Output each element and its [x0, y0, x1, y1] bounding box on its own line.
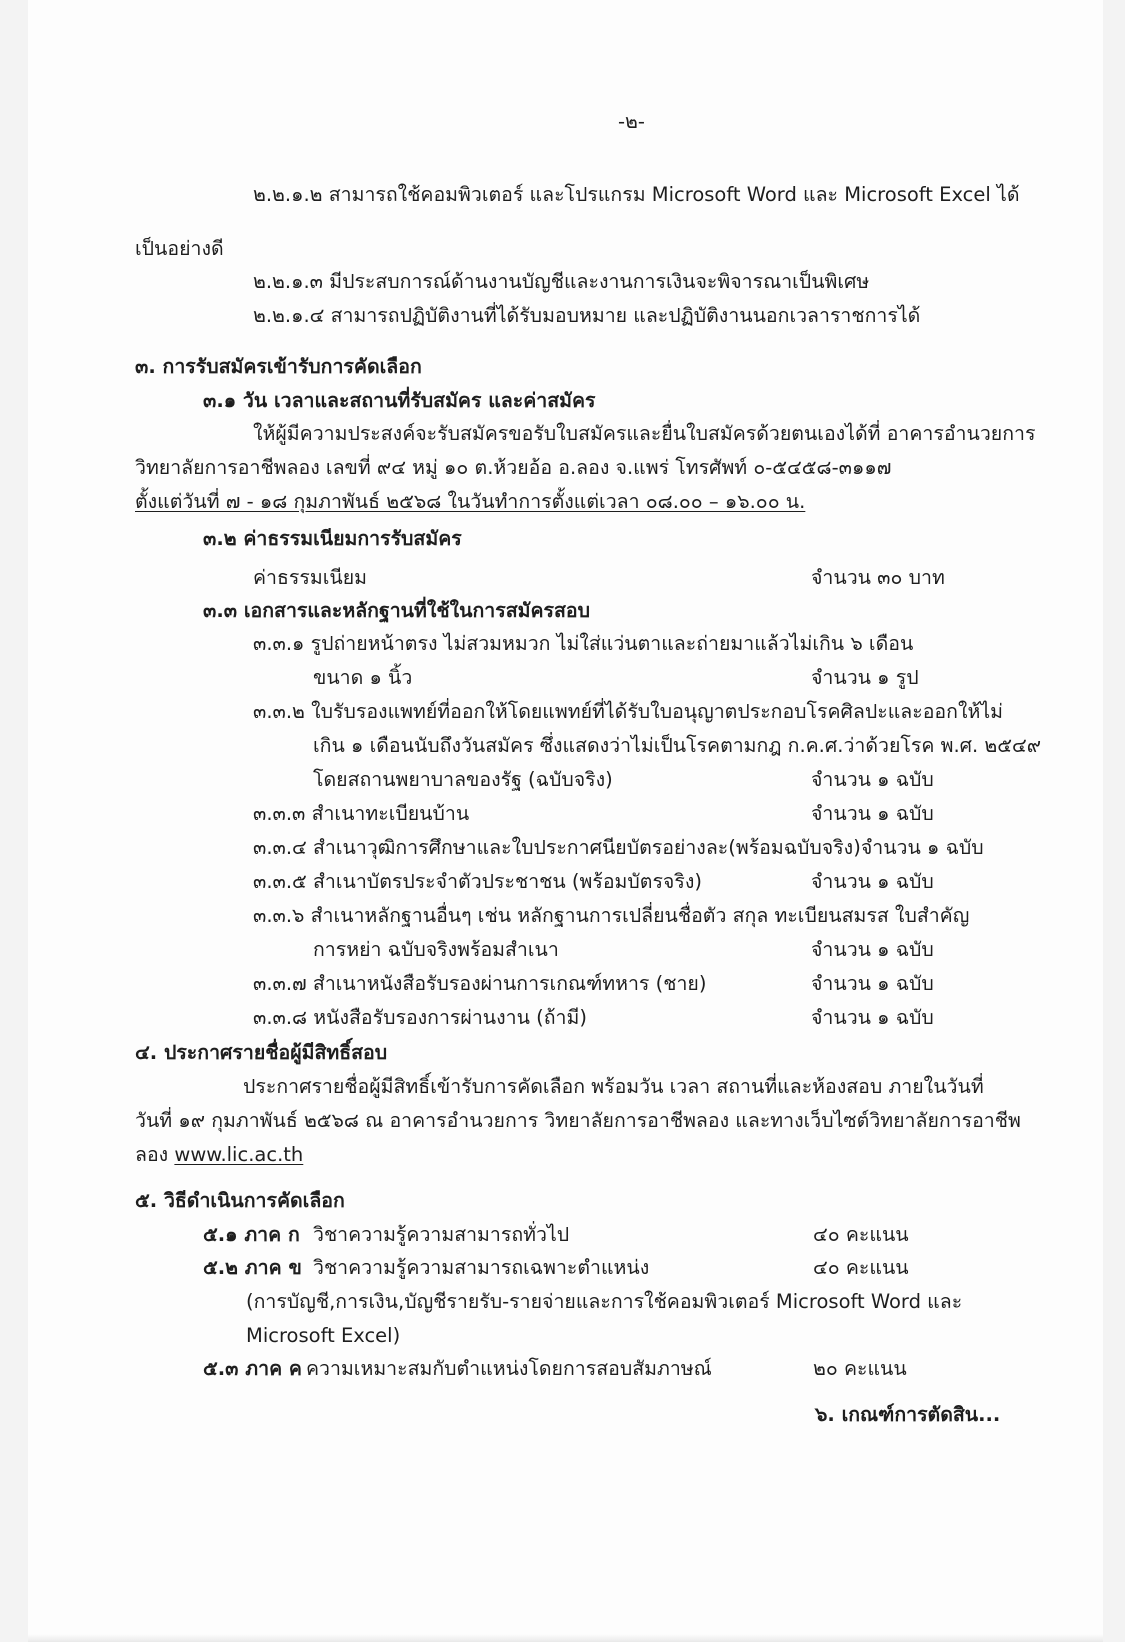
document-page	[28, 0, 1103, 1642]
part-c-score: ๒๐ คะแนน	[813, 1357, 907, 1380]
page-number: -๒-	[618, 110, 645, 133]
doc-1-line2: ขนาด ๑ นิ้ว	[313, 666, 413, 689]
part-a-label: ๕.๑ ภาค ก	[203, 1223, 300, 1246]
doc-3: ๓.๓.๓ สำเนาทะเบียนบ้าน	[253, 802, 470, 825]
doc-7-amount: จำนวน ๑ ฉบับ	[811, 972, 934, 995]
doc-2-line1: ๓.๓.๒ ใบรับรองแพทย์ที่ออกให้โดยแพทย์ที่ได้รับใบอนุญาตประกอบโรคศิลปะและออกให้ไม่	[253, 700, 1003, 723]
qualification-4: ๒.๒.๑.๔ สามารถปฏิบัติงานที่ได้รับมอบหมาย และปฏิบัติงานนอกเวลาราชการได้	[253, 304, 921, 327]
section-3-2-heading: ๓.๒ ค่าธรรมเนียมการรับสมัคร	[203, 527, 462, 550]
part-b-note-line2: Microsoft Excel)	[246, 1324, 401, 1347]
section-3-1-heading: ๓.๑ วัน เวลาและสถานที่รับสมัคร และค่าสมัคร	[203, 389, 596, 412]
section-4-line3-prefix: ลอง	[135, 1143, 175, 1166]
section-3-1-line3-dates: ตั้งแต่วันที่ ๗ - ๑๘ กุมภาพันธ์ ๒๕๖๘ ในวันทำการตั้งแต่เวลา ๐๘.๐๐ – ๑๖.๐๐ น.	[135, 490, 806, 513]
section-3-heading: ๓. การรับสมัครเข้ารับการคัดเลือก	[135, 355, 422, 378]
section-4-line2: วันที่ ๑๙ กุมภาพันธ์ ๒๕๖๘ ณ อาคารอำนวยการ วิทยาลัยการอาชีพลอง และทางเว็บไซต์วิทยาลัยการอาชีพ	[135, 1109, 1021, 1132]
part-c-text: ความเหมาะสมกับตำแหน่งโดยการสอบสัมภาษณ์	[306, 1357, 712, 1380]
doc-2-amount: จำนวน ๑ ฉบับ	[811, 768, 934, 791]
doc-4: ๓.๓.๔ สำเนาวุฒิการศึกษาและใบประกาศนียบัตรอย่างละ(พร้อมฉบับจริง)จำนวน ๑ ฉบับ	[253, 836, 984, 859]
part-b-score: ๔๐ คะแนน	[813, 1256, 909, 1279]
qualification-2-line2: เป็นอย่างดี	[135, 237, 224, 260]
part-b-note-line1: (การบัญชี,การเงิน,บัญชีรายรับ-รายจ่ายและการใช้คอมพิวเตอร์ Microsoft Word และ	[246, 1290, 963, 1313]
doc-3-amount: จำนวน ๑ ฉบับ	[811, 802, 934, 825]
part-c-label: ๕.๓ ภาค ค	[203, 1357, 302, 1380]
section-4-line3	[135, 1142, 303, 1168]
doc-1-line1: ๓.๓.๑ รูปถ่ายหน้าตรง ไม่สวมหมวก ไม่ใส่แว่นตาและถ่ายมาแล้วไม่เกิน ๖ เดือน	[253, 632, 914, 655]
doc-6-line1: ๓.๓.๖ สำเนาหลักฐานอื่นๆ เช่น หลักฐานการเปลี่ยนชื่อตัว สกุล ทะเบียนสมรส ใบสำคัญ	[253, 904, 970, 927]
doc-8: ๓.๓.๘ หนังสือรับรองการผ่านงาน (ถ้ามี)	[253, 1006, 587, 1029]
website-link[interactable]: www.lic.ac.th	[174, 1143, 304, 1166]
fee-amount: จำนวน ๓๐ บาท	[811, 566, 945, 589]
doc-6-line2: การหย่า ฉบับจริงพร้อมสำเนา	[313, 938, 559, 961]
doc-8-amount: จำนวน ๑ ฉบับ	[811, 1006, 934, 1029]
section-3-3-heading: ๓.๓ เอกสารและหลักฐานที่ใช้ในการสมัครสอบ	[203, 599, 590, 622]
qualification-3: ๒.๒.๑.๓ มีประสบการณ์ด้านงานบัญชีและงานการเงินจะพิจารณาเป็นพิเศษ	[253, 270, 870, 293]
part-a-text: วิชาความรู้ความสามารถทั่วไป	[313, 1223, 570, 1246]
doc-2-line2: เกิน ๑ เดือนนับถึงวันสมัคร ซึ่งแสดงว่าไม่เป็นโรคตามกฎ ก.ค.ศ.ว่าด้วยโรค พ.ศ. ๒๕๔๙	[313, 734, 1042, 757]
section-4-line1: ประกาศรายชื่อผู้มีสิทธิ์เข้ารับการคัดเลือก พร้อมวัน เวลา สถานที่และห้องสอบ ภายในวันที่	[243, 1075, 984, 1098]
continuation-note: ๖. เกณฑ์การตัดสิน...	[815, 1403, 1001, 1426]
section-3-1-line1: ให้ผู้มีความประสงค์จะรับสมัครขอรับใบสมัครและยื่นใบสมัครด้วยตนเองได้ที่ อาคารอำนวยการ	[253, 422, 1036, 445]
qualification-2-line1: ๒.๒.๑.๒ สามารถใช้คอมพิวเตอร์ และโปรแกรม Microsoft Word และ Microsoft Excel ได้	[253, 183, 1020, 206]
section-4-heading: ๔. ประกาศรายชื่อผู้มีสิทธิ์สอบ	[135, 1041, 388, 1064]
fee-label: ค่าธรรมเนียม	[253, 566, 367, 589]
doc-5: ๓.๓.๕ สำเนาบัตรประจำตัวประชาชน (พร้อมบัตรจริง)	[253, 870, 702, 893]
doc-5-amount: จำนวน ๑ ฉบับ	[811, 870, 934, 893]
doc-6-amount: จำนวน ๑ ฉบับ	[811, 938, 934, 961]
section-5-heading: ๕. วิธีดำเนินการคัดเลือก	[135, 1189, 345, 1212]
doc-2-line3: โดยสถานพยาบาลของรัฐ (ฉบับจริง)	[313, 768, 613, 791]
doc-1-amount: จำนวน ๑ รูป	[811, 666, 919, 689]
part-a-score: ๔๐ คะแนน	[813, 1223, 909, 1246]
section-3-1-line2: วิทยาลัยการอาชีพลอง เลขที่ ๙๔ หมู่ ๑๐ ต.ห้วยอ้อ อ.ลอง จ.แพร่ โทรศัพท์ ๐-๕๔๕๘-๓๑๑๗	[135, 456, 892, 479]
part-b-label: ๕.๒ ภาค ข	[203, 1256, 302, 1279]
doc-7: ๓.๓.๗ สำเนาหนังสือรับรองผ่านการเกณฑ์ทหาร (ชาย)	[253, 972, 707, 995]
part-b-text: วิชาความรู้ความสามารถเฉพาะตำแหน่ง	[313, 1256, 650, 1279]
